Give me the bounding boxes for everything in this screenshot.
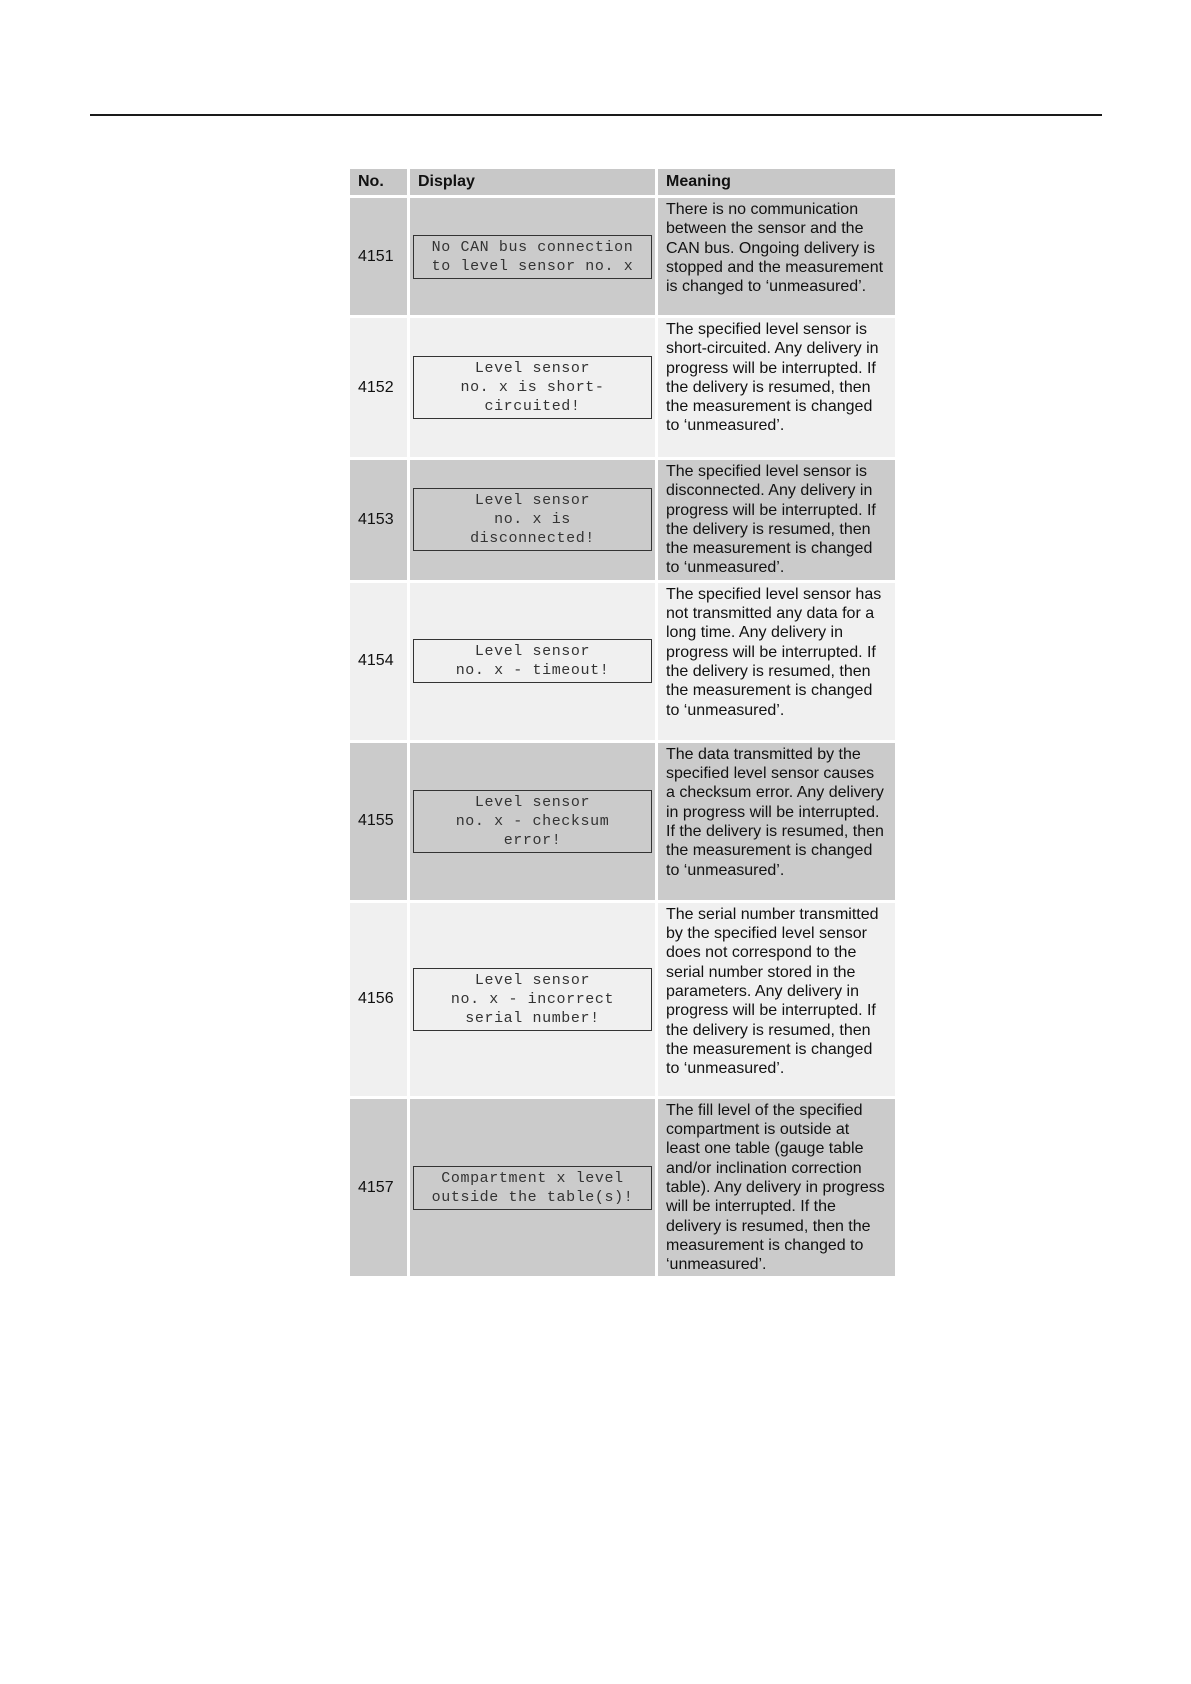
error-code-table <box>347 166 898 1279</box>
meaning-text: The specified level sensor has not transmitted any data for a long time. Any delivery in progress will be interrupted. If the delivery is resumed, then the measurement is changed to ‘unmeasured’. <box>658 583 895 740</box>
display-cell <box>410 743 655 900</box>
table-header-row <box>350 169 895 195</box>
header-meaning: Meaning <box>658 169 895 195</box>
lcd-display-message: Level sensor no. x - checksum error! <box>413 790 652 853</box>
table-row <box>350 318 895 457</box>
meaning-text: The data transmitted by the specified level sensor causes a checksum error. Any delivery in progress will be interrupted. If the delivery is resumed, then the measurement is changed to ‘unmeasured’. <box>658 743 895 900</box>
meaning-text: The specified level sensor is disconnected. Any delivery in progress will be interrupted. If the delivery is resumed, then the measurement is changed to ‘unmeasured’. <box>658 460 895 580</box>
lcd-display-message: Compartment x level outside the table(s)! <box>413 1166 652 1210</box>
row-number: 4151 <box>350 198 407 315</box>
table-row <box>350 1099 895 1277</box>
display-cell <box>410 460 655 580</box>
display-cell <box>410 903 655 1096</box>
row-number: 4153 <box>350 460 407 580</box>
meaning-text: The fill level of the specified compartment is outside at least one table (gauge table and/or inclination correction table). Any delivery in progress will be interrupted. If the delivery is resumed, then the measurement is changed to ‘unmeasured’. <box>658 1099 895 1277</box>
display-cell <box>410 1099 655 1277</box>
table-row <box>350 903 895 1096</box>
row-number: 4155 <box>350 743 407 900</box>
header-rule <box>90 114 1102 116</box>
meaning-text: The specified level sensor is short-circuited. Any delivery in progress will be interrupted. If the delivery is resumed, then the measurement is changed to ‘unmeasured’. <box>658 318 895 457</box>
row-number: 4152 <box>350 318 407 457</box>
lcd-display-message: Level sensor no. x - incorrect serial number! <box>413 968 652 1031</box>
display-cell <box>410 198 655 315</box>
row-number: 4156 <box>350 903 407 1096</box>
table-row <box>350 460 895 580</box>
lcd-display-message: No CAN bus connection to level sensor no. x <box>413 235 652 279</box>
table-row <box>350 743 895 900</box>
lcd-display-message: Level sensor no. x is disconnected! <box>413 488 652 551</box>
lcd-display-message: Level sensor no. x is short- circuited! <box>413 356 652 419</box>
row-number: 4157 <box>350 1099 407 1277</box>
display-cell <box>410 318 655 457</box>
row-number: 4154 <box>350 583 407 740</box>
header-no: No. <box>350 169 407 195</box>
meaning-text: The serial number transmitted by the specified level sensor does not correspond to the serial number stored in the parameters. Any delivery in progress will be interrupted. If the delivery is resumed, then the measurement is changed to ‘unmeasured’. <box>658 903 895 1096</box>
meaning-text: There is no communication between the sensor and the CAN bus. Ongoing delivery is stopped and the measurement is changed to ‘unmeasured’. <box>658 198 895 315</box>
error-code-table-container <box>347 166 892 1279</box>
header-display: Display <box>410 169 655 195</box>
display-cell <box>410 583 655 740</box>
table-row <box>350 583 895 740</box>
lcd-display-message: Level sensor no. x - timeout! <box>413 639 652 683</box>
table-row <box>350 198 895 315</box>
